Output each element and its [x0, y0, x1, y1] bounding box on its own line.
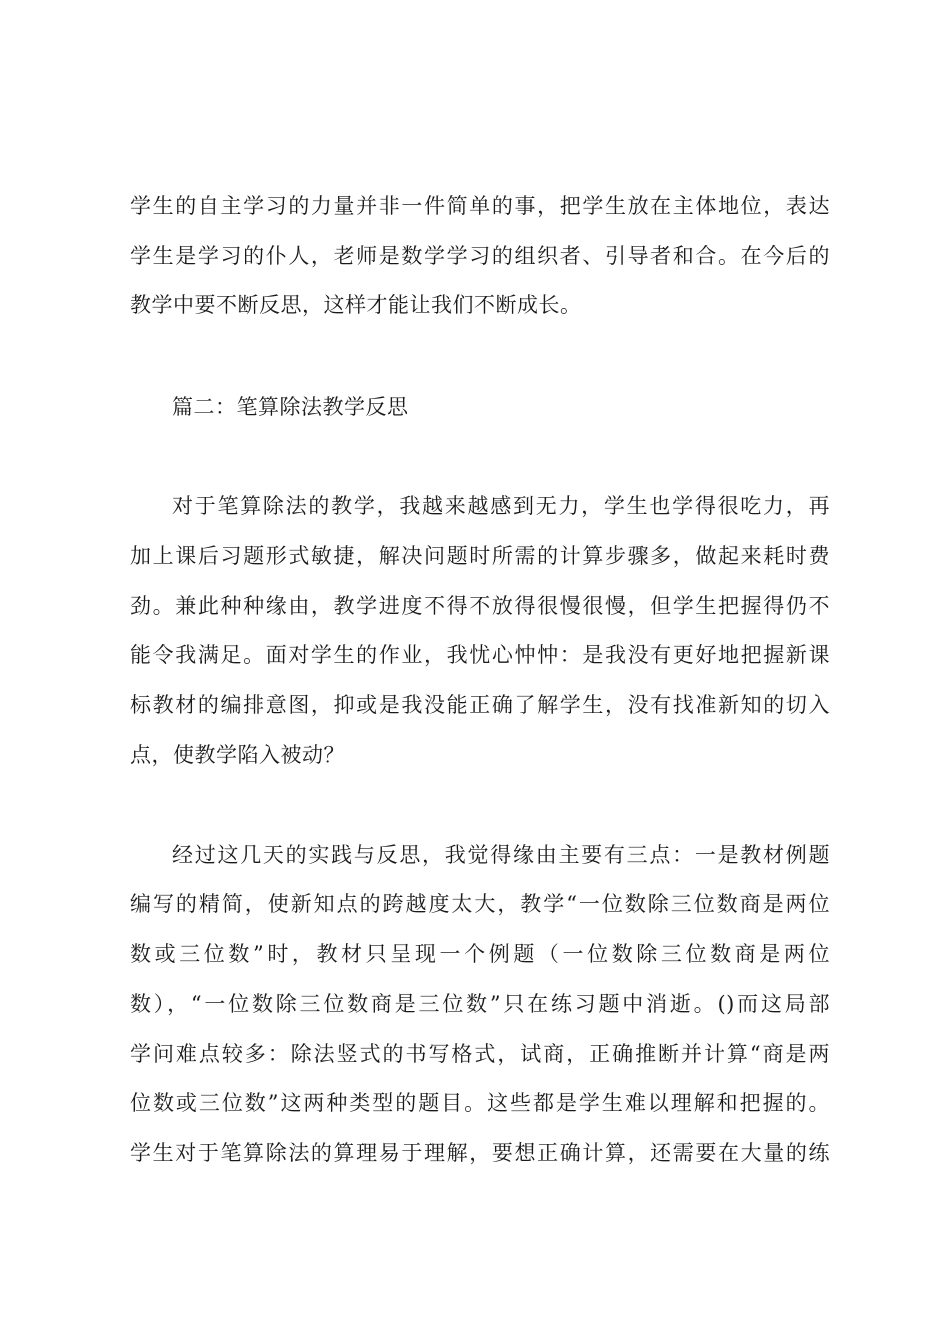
paragraph-3-line-7: 学生对于笔算除法的算理易于理解，要想正确计算，还需要在大量的练: [130, 1141, 830, 1165]
section-heading: 篇二：笔算除法教学反思: [172, 395, 409, 419]
paragraph-3-line-3: 数或三位数”时，教材只呈现一个例题（一位数除三位数商是两位: [130, 942, 830, 966]
paragraph-2-line-5: 标教材的编排意图，抑或是我没能正确了解学生，没有找准新知的切入: [130, 693, 830, 717]
paragraph-2-line-3: 劲。兼此种种缘由，教学进度不得不放得很慢很慢，但学生把握得仍不: [130, 594, 830, 618]
paragraph-3-line-6: 位数或三位数”这两种类型的题目。这些都是学生难以理解和把握的。: [130, 1091, 830, 1115]
paragraph-1-line-2: 学生是学习的仆人，老师是数学学习的组织者、引导者和合。在今后的: [130, 244, 830, 268]
paragraph-1-line-1: 学生的自主学习的力量并非一件简单的事，把学生放在主体地位，表达: [130, 194, 830, 218]
paragraph-3-line-5: 学问难点较多：除法竖式的书写格式，试商，正确推断并计算“商是两: [130, 1042, 830, 1066]
paragraph-1-line-3: 教学中要不断反思，这样才能让我们不断成长。: [130, 293, 582, 317]
paragraph-2-line-4: 能令我满足。面对学生的作业，我忧心忡忡：是我没有更好地把握新课: [130, 643, 830, 667]
paragraph-2-line-6: 点，使教学陷入被动？: [130, 743, 345, 767]
paragraph-3-line-4: 数），“一位数除三位数商是三位数”只在练习题中消逝。()而这局部: [130, 992, 830, 1016]
paragraph-2-line-1: 对于笔算除法的教学，我越来越感到无力，学生也学得很吃力，再: [172, 494, 830, 518]
paragraph-3-line-2: 编写的精简，使新知点的跨越度太大，教学“一位数除三位数商是两位: [130, 892, 830, 916]
paragraph-3-line-1: 经过这几天的实践与反思，我觉得缘由主要有三点：一是教材例题: [172, 843, 830, 867]
paragraph-2-line-2: 加上课后习题形式敏捷，解决问题时所需的计算步骤多，做起来耗时费: [130, 544, 830, 568]
